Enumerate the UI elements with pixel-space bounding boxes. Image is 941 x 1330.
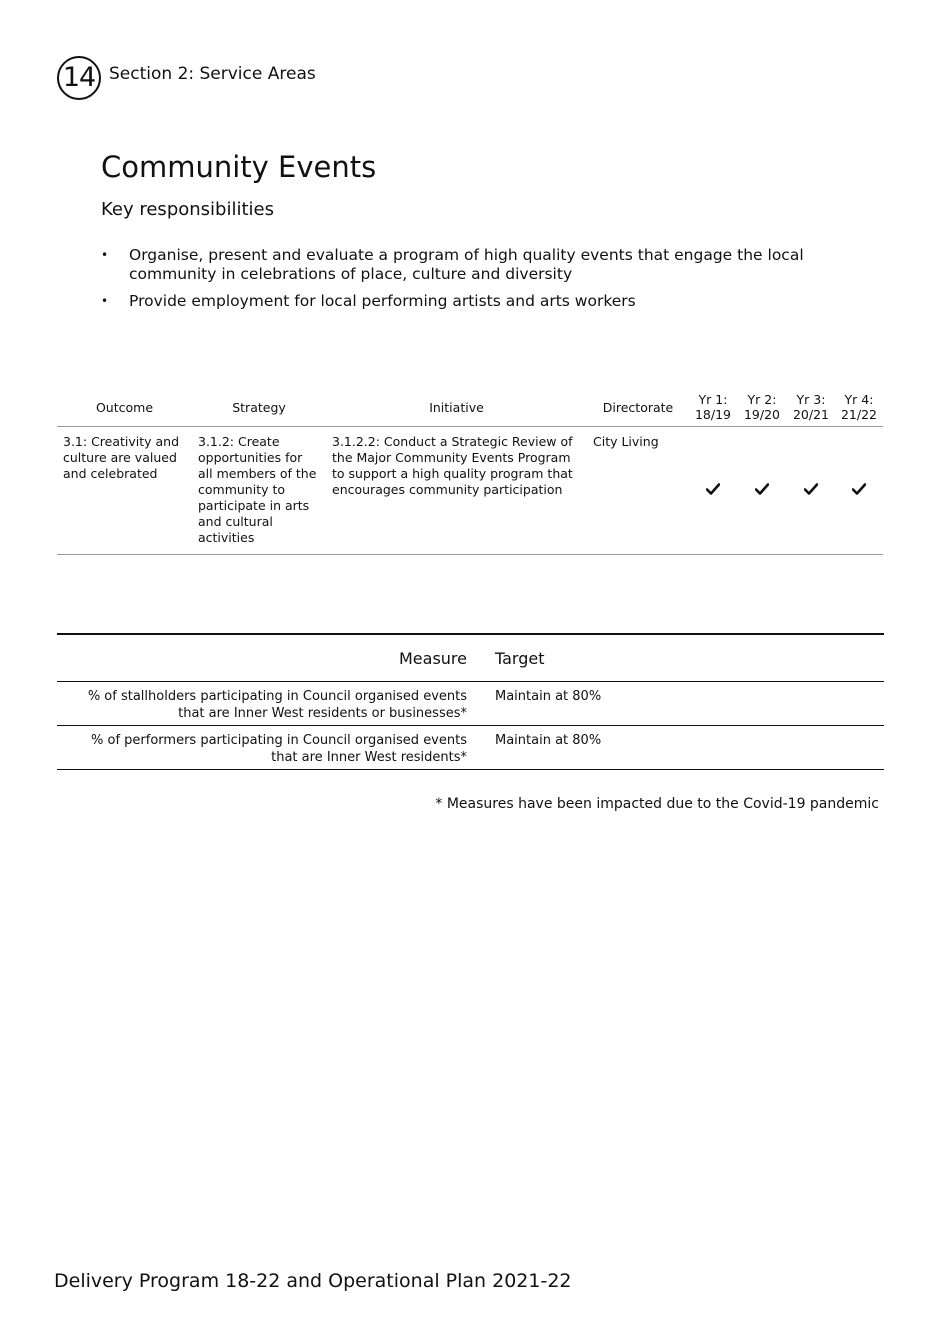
table-row xyxy=(57,427,883,555)
cell-year-1 xyxy=(689,427,737,555)
header-year-3 xyxy=(787,388,835,427)
cell-target: Maintain at 80% xyxy=(481,726,884,770)
list-item: • Organise, present and evaluate a program of high quality events that engage the local community in celebrations of place, culture and diversity xyxy=(101,246,821,284)
section-label: Section 2: Service Areas xyxy=(109,64,316,84)
cell-strategy: 3.1.2: Create opportunities for all members of the community to participate in arts and cultural activities xyxy=(192,427,326,555)
cell-directorate: City Living xyxy=(587,427,689,555)
header-year-1 xyxy=(689,388,737,427)
checkmark-icon xyxy=(706,483,720,495)
checkmark-icon xyxy=(852,483,866,495)
footnote: * Measures have been impacted due to the Covid-19 pandemic xyxy=(435,796,879,812)
measure-text: % of stallholders participating in Council organised events xyxy=(87,689,467,704)
table-header-row xyxy=(57,388,883,427)
header-target: Target xyxy=(481,634,884,682)
header-year-2 xyxy=(737,388,787,427)
page-title: Community Events xyxy=(101,150,377,184)
subtitle: Key responsibilities xyxy=(101,199,274,220)
year-period: 18/19 xyxy=(694,407,732,422)
header-directorate: Directorate xyxy=(587,388,689,427)
measures-table xyxy=(57,633,884,770)
list-item: • Provide employment for local performing artists and arts workers xyxy=(101,292,821,311)
measure-text: that are Inner West residents or businesses* xyxy=(178,706,467,721)
table-row xyxy=(57,682,884,726)
plan-table xyxy=(57,388,883,555)
year-period: 20/21 xyxy=(792,407,830,422)
measure-text: that are Inner West residents* xyxy=(271,750,467,765)
year-period: 19/20 xyxy=(743,407,781,422)
checkmark-icon xyxy=(804,483,818,495)
cell-outcome: 3.1: Creativity and culture are valued and celebrated xyxy=(57,427,192,555)
table-header-row xyxy=(57,634,884,682)
year-period: 21/22 xyxy=(840,407,878,422)
cell-target: Maintain at 80% xyxy=(481,682,884,726)
checkmark-icon xyxy=(755,483,769,495)
cell-measure xyxy=(57,726,481,770)
table-row xyxy=(57,726,884,770)
year-label: Yr 2: xyxy=(747,392,777,407)
year-label: Yr 1: xyxy=(698,392,728,407)
header-measure: Measure xyxy=(57,634,481,682)
document-footer: Delivery Program 18-22 and Operational Plan 2021-22 xyxy=(54,1270,572,1292)
cell-year-2 xyxy=(737,427,787,555)
header-outcome: Outcome xyxy=(57,388,192,427)
header-initiative: Initiative xyxy=(326,388,587,427)
responsibilities-list xyxy=(101,246,821,319)
header-year-4 xyxy=(835,388,883,427)
cell-measure xyxy=(57,682,481,726)
page-number-badge: 14 xyxy=(57,56,101,100)
cell-year-4 xyxy=(835,427,883,555)
measure-text: % of performers participating in Council organised events xyxy=(91,733,467,748)
year-label: Yr 4: xyxy=(844,392,874,407)
cell-year-3 xyxy=(787,427,835,555)
year-label: Yr 3: xyxy=(796,392,826,407)
header-strategy: Strategy xyxy=(192,388,326,427)
cell-initiative: 3.1.2.2: Conduct a Strategic Review of the Major Community Events Program to support a high quality program that encourages community participation xyxy=(326,427,587,555)
